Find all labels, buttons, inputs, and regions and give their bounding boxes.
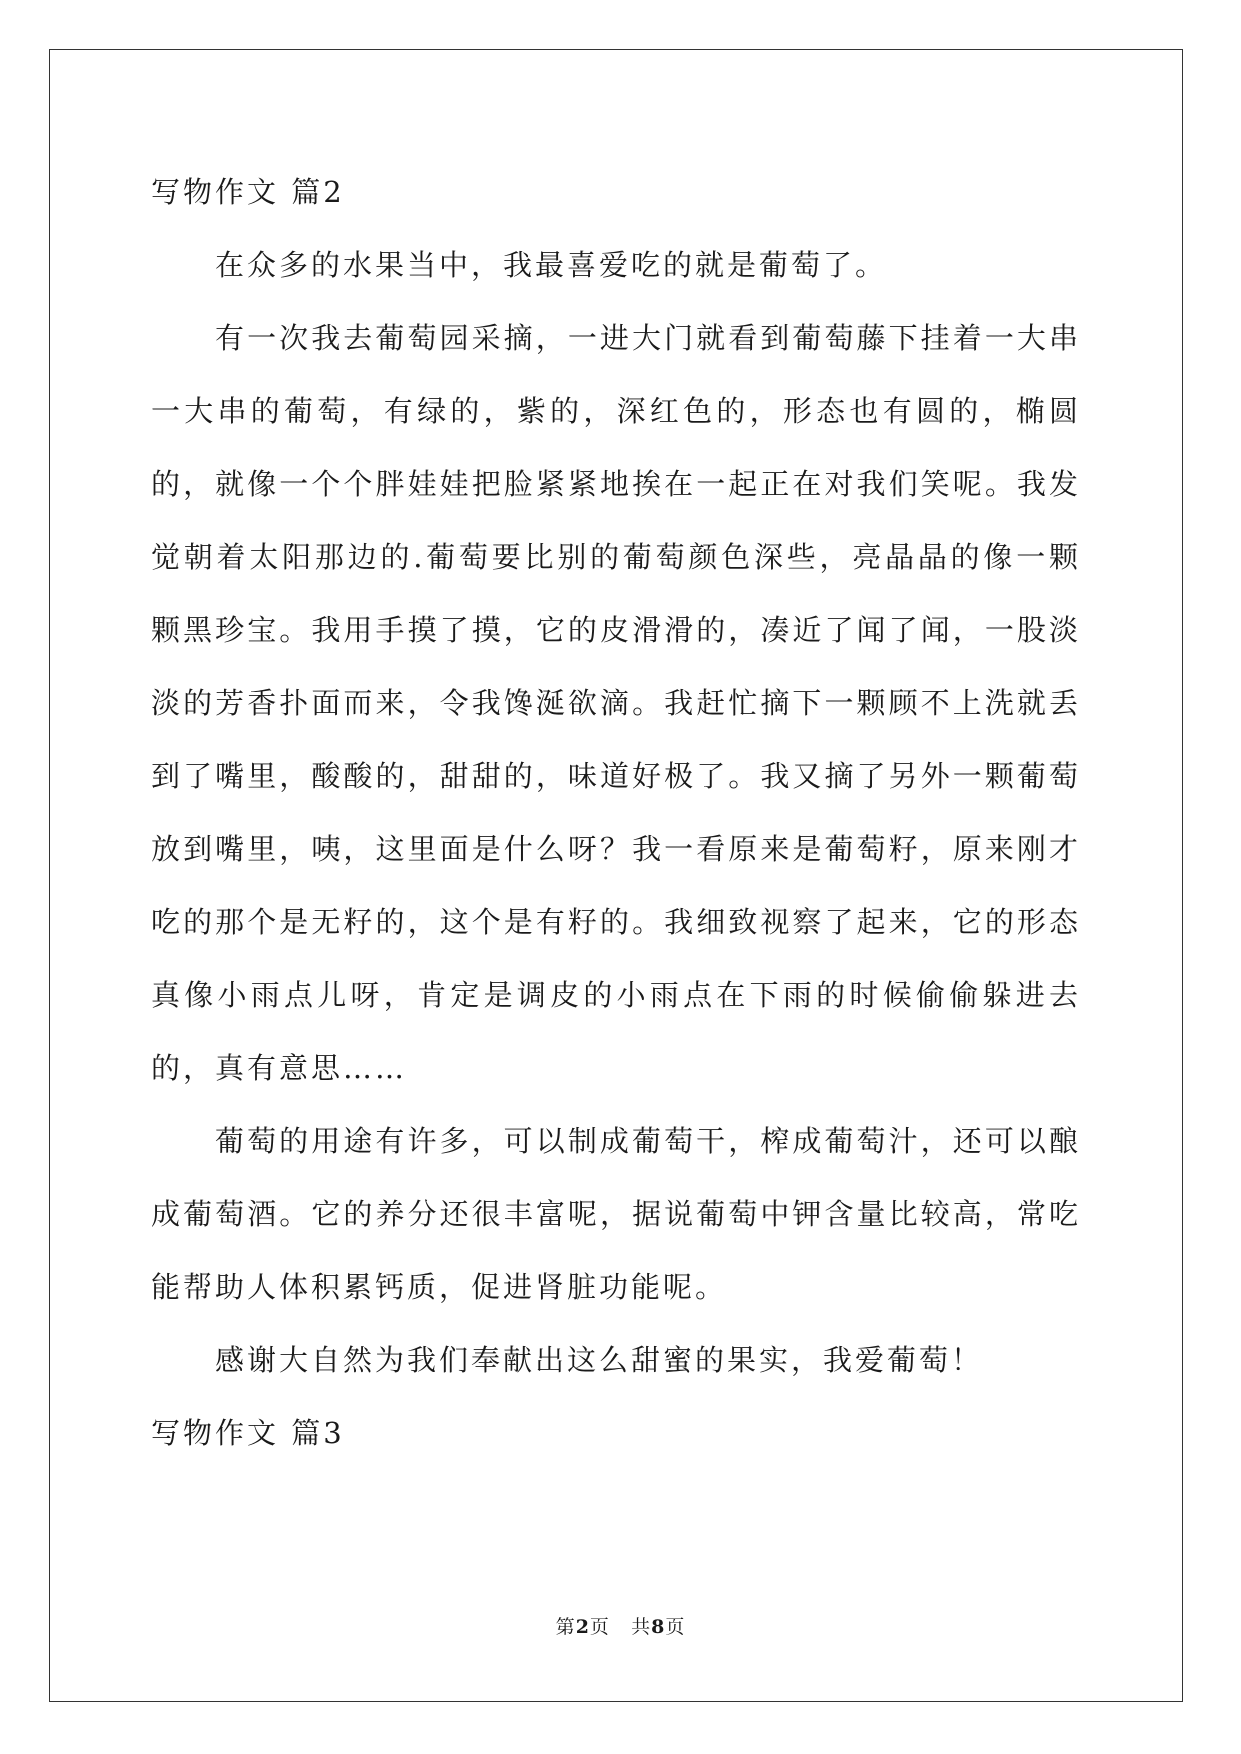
total-prefix: 共	[631, 1616, 652, 1638]
paragraph-thanks: 感谢大自然为我们奉献出这么甜蜜的果实，我爱葡萄！	[215, 1343, 984, 1377]
section-heading-3: 写物作文 篇3	[151, 1416, 345, 1450]
page-suffix: 页	[589, 1616, 610, 1638]
paragraph-intro: 在众多的水果当中，我最喜爱吃的就是葡萄了。	[215, 248, 888, 282]
document-body	[151, 156, 1081, 1470]
page-number: 2	[575, 1616, 590, 1638]
total-suffix: 页	[665, 1616, 686, 1638]
paragraph-uses: 葡萄的用途有许多，可以制成葡萄干，榨成葡萄汁，还可以酿成葡萄酒。它的养分还很丰富呢，据说葡萄中钾含量比较高，常吃能帮助人体积累钙质，促进肾脏功能呢。	[151, 1124, 1081, 1304]
section-heading-2: 写物作文 篇2	[151, 175, 345, 209]
page-prefix: 第	[555, 1616, 576, 1638]
page-footer	[0, 1612, 1241, 1639]
paragraph-vineyard: 有一次我去葡萄园采摘，一进大门就看到葡萄藤下挂着一大串一大串的葡萄，有绿的，紫的，深红色的，形态也有圆的，椭圆的，就像一个个胖娃娃把脸紧紧地挨在一起正在对我们笑呢。我发觉朝着太阳那边的.葡萄要比别的葡萄颜色深些，亮晶晶的像一颗颗黑珍宝。我用手摸了摸，它的皮滑滑的，凑近了闻了闻，一股淡淡的芳香扑面而来，令我馋涎欲滴。我赶忙摘下一颗顾不上洗就丢到了嘴里，酸酸的，甜甜的，味道好极了。我又摘了另外一颗葡萄放到嘴里，咦，这里面是什么呀？我一看原来是葡萄籽，原来刚才吃的那个是无籽的，这个是有籽的。我细致视察了起来，它的形态真像小雨点儿呀，肯定是调皮的小雨点在下雨的时候偷偷躲进去的，真有意思……	[151, 321, 1081, 1085]
total-pages: 8	[651, 1616, 666, 1638]
